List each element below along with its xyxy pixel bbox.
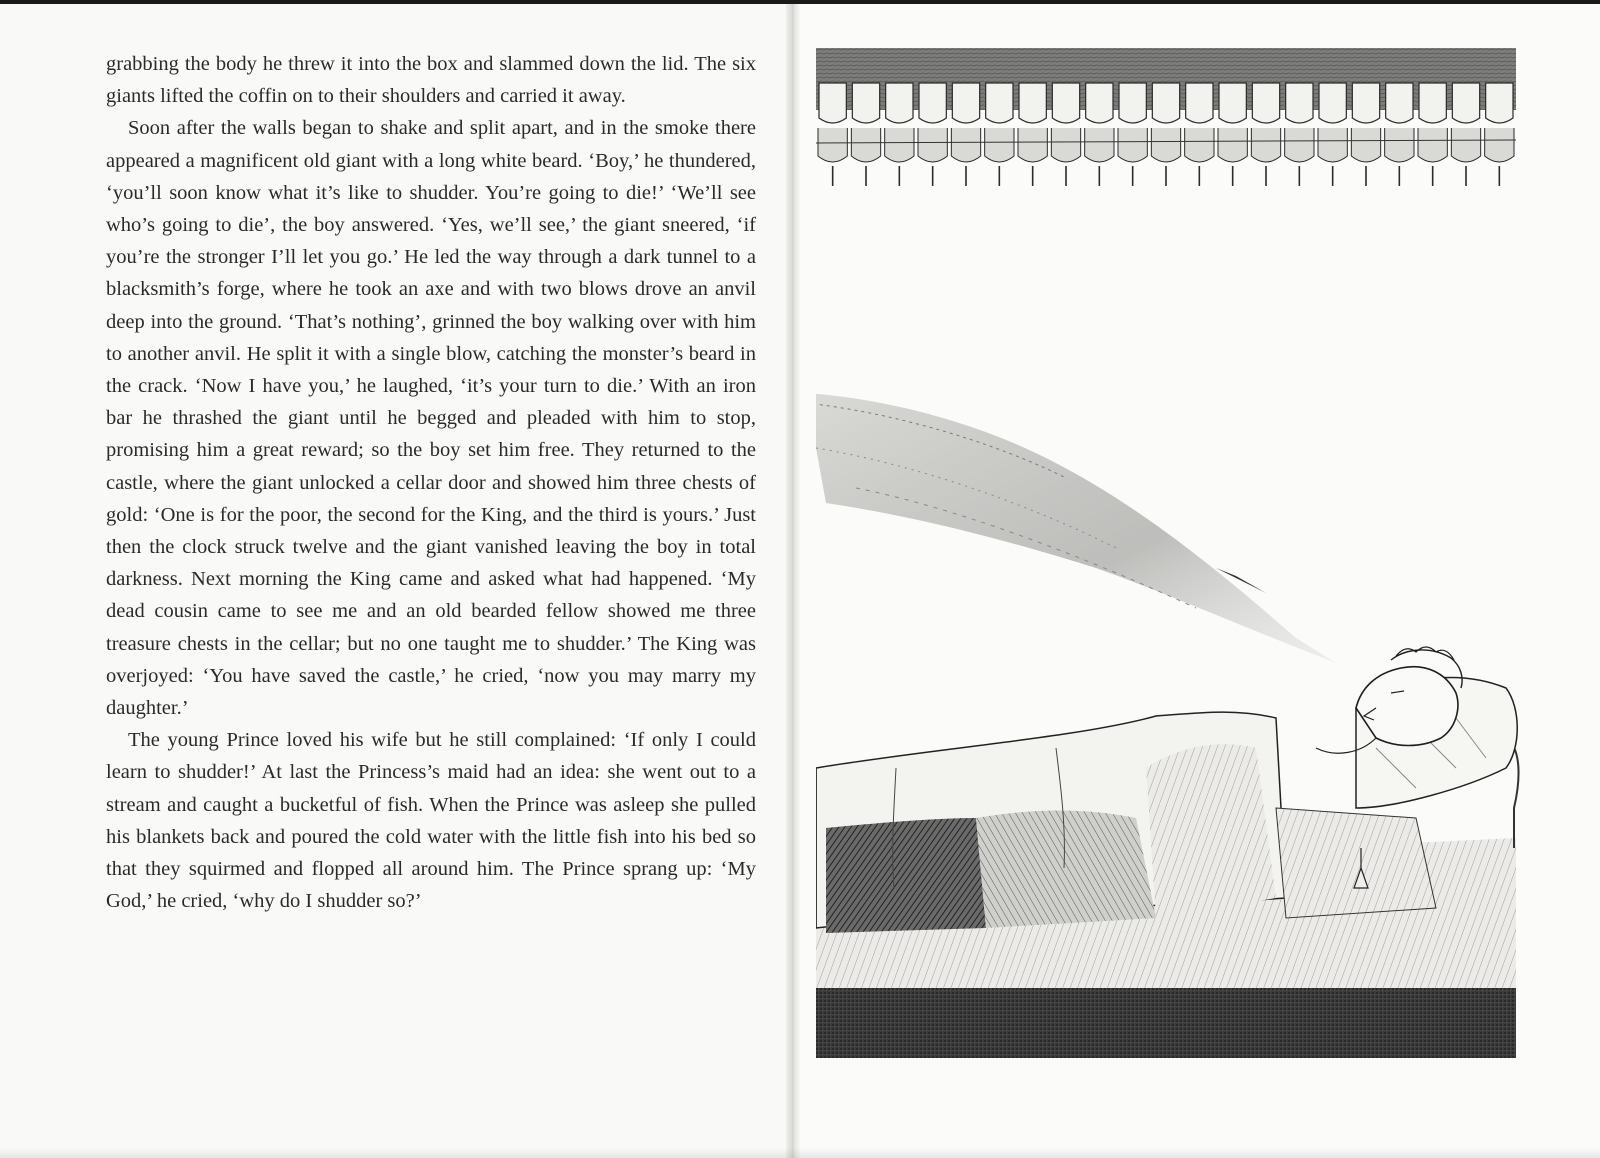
pelmet-scallop	[952, 83, 979, 123]
pelmet-lower-scallop	[1151, 128, 1180, 162]
pelmet-scallop	[886, 83, 913, 123]
pelmet-lower-scallop	[1318, 128, 1347, 162]
pelmet-scallop	[1319, 83, 1346, 123]
pelmet-lower-scallop	[1085, 128, 1114, 162]
pelmet-lower-scallop	[1351, 128, 1380, 162]
pelmet-scallop	[1152, 83, 1179, 123]
paragraph-3: The young Prince loved his wife but he still complained: ‘If only I could learn to shudder!’ At last the Princess’s maid had an idea: she went out to a stream and caught a bucketful of fish. When the Prince was asleep she pulled his blankets back and poured the cold water with the little fish into his bed so that they squirmed and flopped all around him. The Prince sprang up: ‘My God,’ he cried, ‘why do I shudder so?’	[106, 729, 756, 913]
pelmet-scallop	[1452, 83, 1479, 123]
book-gutter	[786, 0, 800, 1158]
pelmet-lower-scallop	[1051, 128, 1080, 162]
pelmet-lower-scallop	[1451, 128, 1480, 162]
pelmet-lower-scallop	[951, 128, 980, 162]
pelmet-scallop	[1052, 83, 1079, 123]
pelmet-scallop	[852, 83, 879, 123]
pelmet-lower-scallop	[1385, 128, 1414, 162]
pelmet-lower-scallop	[1218, 128, 1247, 162]
paragraph-2: Soon after the walls began to shake and split apart, and in the smoke there appeared a magnificent old giant with a long white beard. ‘Boy,’ he thundered, ‘you’ll soon know what it’s like to shudder. You’re going to die!’ ‘We’ll see who’s going to die’, the boy answered. ‘Yes, we’ll see,’ the giant sneered, ‘if you’re the stronger I’ll let you go.’ He led the way through a dark tunnel to a blacksmith’s forge, where he took an axe and with two blows drove an anvil deep into the ground. ‘That’s nothing’, grinned the boy walking over with him to another anvil. He split it with a single blow, catching the monster’s beard in the crack. ‘Now I have you,’ he laughed, ‘it’s your turn to die.’ With an iron bar he thrashed the giant until he begged and pleaded with him to stop, promising him a great reward; so the boy set him free. They returned to the castle, where the giant unlocked a cellar door and showed him three chests of gold: ‘One is for the poor, the second for the King, and the third is yours.’ Just then the clock struck twelve and the giant vanished leaving the boy in total darkness. Next morning the King came and asked what had happened. ‘My dead cousin came to see me and an old bearded fellow showed me three treasure chests in the cellar; but no one taught me to shudder.’ The King was overjoyed: ‘You have saved the castle,’ he cried, ‘now you may marry my daughter.’	[106, 117, 756, 720]
pelmet-lower-scallop	[918, 128, 947, 162]
pelmet-lower-scallop	[885, 128, 914, 162]
paragraph-1: grabbing the body he threw it into the box and slammed down the lid. The six giants lifted the coffin on to their shoulders and carried it away.	[106, 53, 756, 108]
pelmet-lower-scallop	[1285, 128, 1314, 162]
story-text	[106, 48, 756, 917]
pelmet-lower-scallop	[1118, 128, 1147, 162]
pelmet-scallop	[919, 83, 946, 123]
pelmet-tassels	[833, 166, 1500, 186]
pelmet-lower-scallop	[851, 128, 880, 162]
sleeping-prince	[1316, 647, 1462, 753]
floor-block	[816, 988, 1516, 1058]
pelmet-lower-scallop	[1018, 128, 1047, 162]
top-edge	[0, 0, 1600, 4]
pelmet-scallop	[1019, 83, 1046, 123]
pelmet-lower-scallop	[1185, 128, 1214, 162]
pelmet-scallops	[818, 83, 1514, 162]
bottom-edge-shade	[0, 1148, 1600, 1158]
left-page	[0, 4, 792, 1158]
pelmet-scallop	[1086, 83, 1113, 123]
pelmet-scallop	[1486, 83, 1513, 123]
pelmet-scallop	[819, 83, 846, 123]
pelmet-lower-scallop	[818, 128, 847, 162]
bed-canopy-pelmet	[816, 48, 1516, 186]
pelmet-lower-scallop	[1418, 128, 1447, 162]
pelmet-scallop	[1419, 83, 1446, 123]
bed-blanket	[816, 712, 1436, 933]
pelmet-scallop	[1219, 83, 1246, 123]
pouring-water-wash	[816, 393, 1336, 663]
pelmet-scallop	[1386, 83, 1413, 123]
pelmet-lower-scallop	[1251, 128, 1280, 162]
pelmet-scallop	[986, 83, 1013, 123]
pelmet-scallop	[1252, 83, 1279, 123]
pelmet-scallop	[1186, 83, 1213, 123]
etching-illustration	[816, 48, 1546, 1078]
pelmet-lower-scallop	[1485, 128, 1514, 162]
pelmet-scallop	[1352, 83, 1379, 123]
pelmet-scallop	[1286, 83, 1313, 123]
pelmet-scallop	[1119, 83, 1146, 123]
pelmet-lower-scallop	[985, 128, 1014, 162]
